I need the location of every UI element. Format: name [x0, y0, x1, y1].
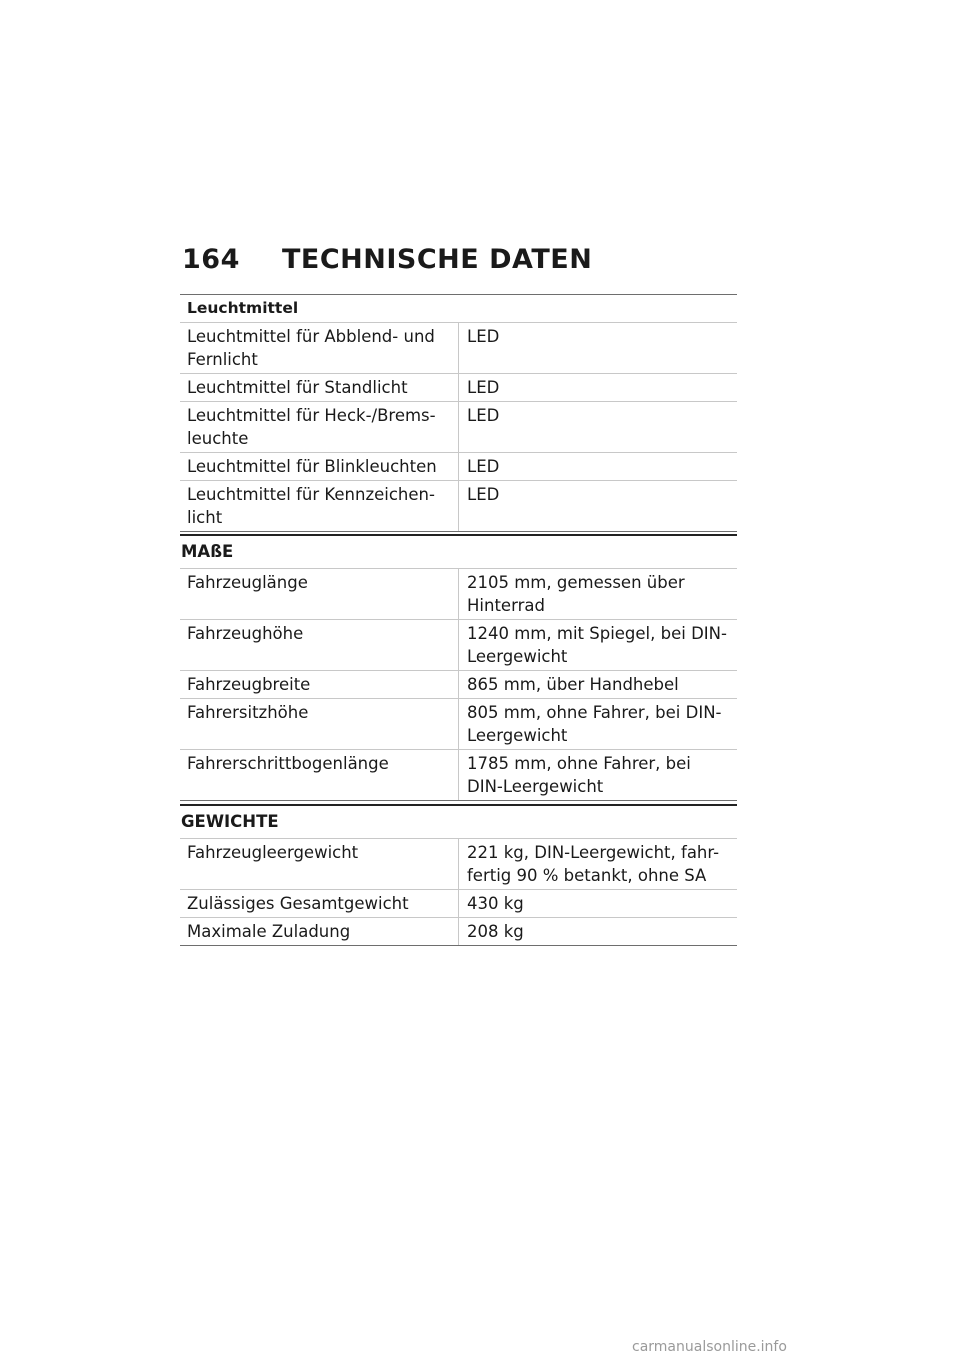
spec-value: 865 mm, über Handhebel: [459, 671, 738, 699]
spec-key: Leuchtmittel für Heck-/Brems-leuchte: [180, 402, 459, 453]
spec-key: Fahrzeugleergewicht: [180, 839, 459, 890]
weights-section: [180, 804, 737, 946]
spec-value: 208 kg: [459, 918, 738, 946]
table-row: [180, 750, 737, 801]
spec-value: 805 mm, ohne Fahrer, bei DIN-Leergewicht: [459, 699, 738, 750]
spec-value: 1240 mm, mit Spiegel, bei DIN-Leergewicht: [459, 620, 738, 671]
table-row: [180, 402, 737, 453]
section-heading: GEWICHTE: [180, 804, 737, 838]
dimensions-section: [180, 534, 737, 801]
table-row: [180, 453, 737, 481]
spec-key: Fahrersitzhöhe: [180, 699, 459, 750]
spec-value: LED: [459, 481, 738, 532]
weights-table: [180, 838, 737, 946]
spec-key: Leuchtmittel für Kennzeichen-licht: [180, 481, 459, 532]
spec-value: 2105 mm, gemessen über Hinterrad: [459, 569, 738, 620]
spec-key: Fahrerschrittbogenlänge: [180, 750, 459, 801]
spec-key: Fahrzeuglänge: [180, 569, 459, 620]
spec-key: Zulässiges Gesamtgewicht: [180, 890, 459, 918]
spec-value: LED: [459, 323, 738, 374]
table-row: [180, 890, 737, 918]
spec-key: Leuchtmittel für Standlicht: [180, 374, 459, 402]
table-row: [180, 569, 737, 620]
dimensions-table: [180, 568, 737, 801]
section-heading: MAßE: [180, 534, 737, 568]
lighting-table: [180, 294, 737, 532]
spec-key: Leuchtmittel für Abblend- und Fernlicht: [180, 323, 459, 374]
table-row: [180, 839, 737, 890]
page-header: [182, 244, 742, 275]
spec-key: Fahrzeugbreite: [180, 671, 459, 699]
table-row: [180, 374, 737, 402]
table-subheading-row: [180, 295, 737, 323]
table-row: [180, 671, 737, 699]
spec-value: LED: [459, 402, 738, 453]
table-row: [180, 699, 737, 750]
spec-value: 221 kg, DIN-Leergewicht, fahr-fertig 90 % betankt, ohne SA: [459, 839, 738, 890]
lighting-subheading: Leuchtmittel: [180, 295, 737, 323]
spec-key: Fahrzeughöhe: [180, 620, 459, 671]
table-row: [180, 323, 737, 374]
spec-value: LED: [459, 453, 738, 481]
table-row: [180, 918, 737, 946]
watermark-text: carmanualsonline.info: [632, 1339, 787, 1355]
table-row: [180, 481, 737, 532]
spec-key: Maximale Zuladung: [180, 918, 459, 946]
table-row: [180, 620, 737, 671]
spec-key: Leuchtmittel für Blinkleuchten: [180, 453, 459, 481]
spec-value: 430 kg: [459, 890, 738, 918]
page-number: 164: [182, 244, 240, 275]
lighting-section: [180, 294, 737, 532]
page-title: TECHNISCHE DATEN: [282, 244, 593, 275]
spec-value: 1785 mm, ohne Fahrer, bei DIN-Leergewicht: [459, 750, 738, 801]
spec-value: LED: [459, 374, 738, 402]
